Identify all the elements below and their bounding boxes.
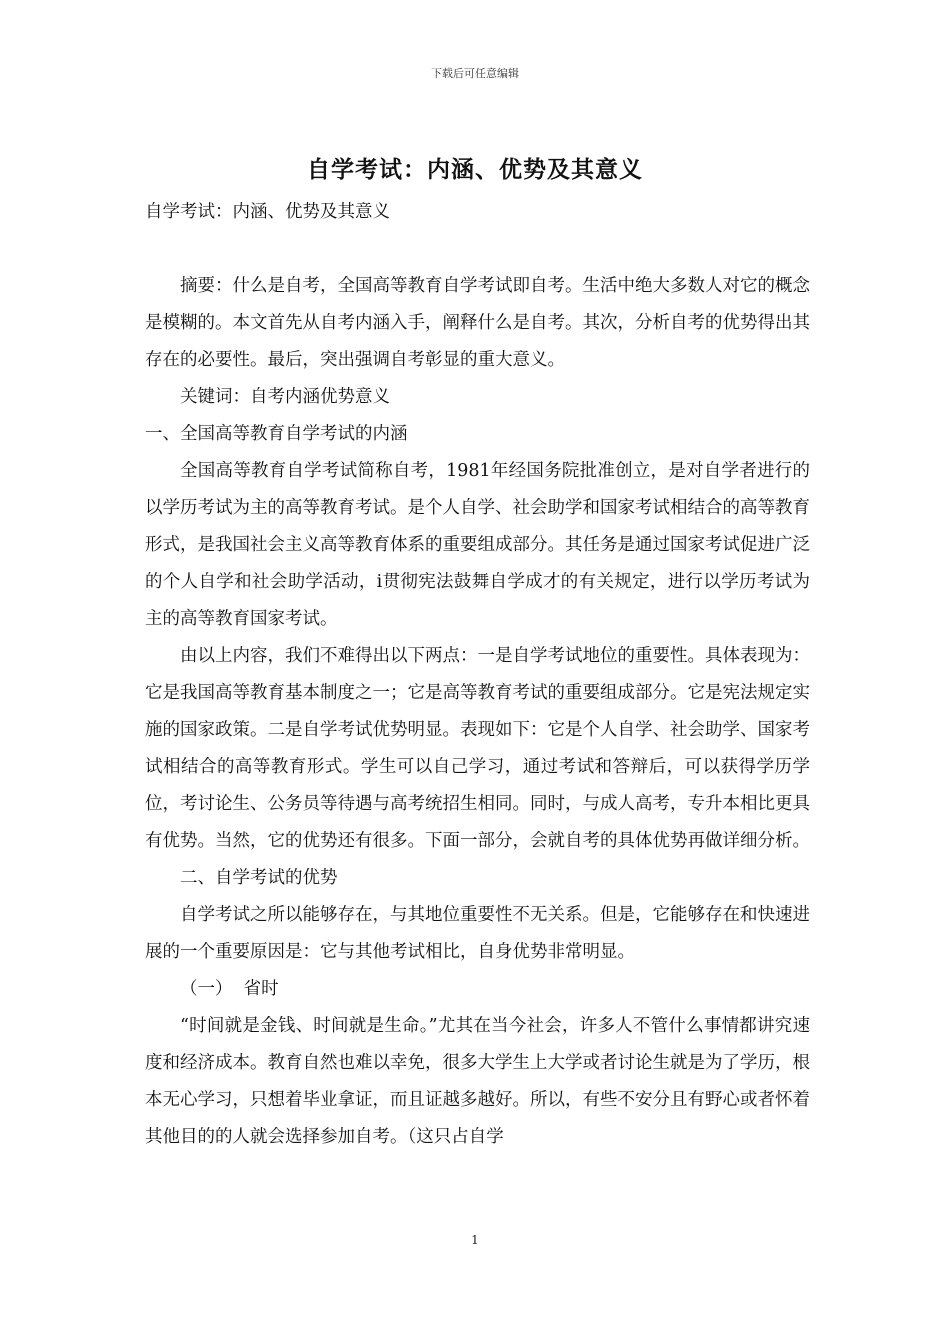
page-header: 下载后可任意编辑 [431,67,519,80]
document-title: 自学考试：内涵、优势及其意义 [307,156,643,183]
section-heading-1: 一、全国高等教育自学考试的内涵 [145,424,408,444]
keywords-line: 关键词：自考内涵优势意义 [180,387,390,407]
abstract-paragraph: 摘要：什么是自考，全国高等教育自学考试即自考。生活中绝大多数人对它的概念是模糊的。本文首先从自考内涵入手，阐释什么是自考。其次，分析自考的优势得出其存在的必要性。最后，突出强调自考彰显的重大意义。 [145,276,810,370]
document-body [145,194,810,1156]
page-number: 1 [471,1233,479,1247]
body-paragraph-1: 全国高等教育自学考试简称自考，1981年经国务院批准创立，是对自学者进行的以学历考试为主的高等教育考试。是个人自学、社会助学和国家考试相结合的高等教育形式，是我国社会主义高等教育体系的重要组成部分。其任务是通过国家考试促进广泛的个人自学和社会助学活动，i贯彻宪法鼓舞自学成才的有关规定，进行以学历考试为主的高等教育国家考试。 [145,461,810,629]
subsection-heading-1: （一） 省时 [180,979,279,999]
document-subtitle: 自学考试：内涵、优势及其意义 [145,202,390,222]
blank-line [145,231,810,268]
section-heading-2: 二、自学考试的优势 [180,868,338,888]
body-paragraph-2: 由以上内容，我们不难得出以下两点：一是自学考试地位的重要性。具体表现为：它是我国高等教育基本制度之一；它是高等教育考试的重要组成部分。它是宪法规定实施的国家政策。二是自学考试优势明显。表现如下：它是个人自学、社会助学、国家考试相结合的高等教育形式。学生可以自己学习，通过考试和答辩后，可以获得学历学位，考讨论生、公务员等待遇与高考统招生相同。同时，与成人高考，专升本相比更具有优势。当然，它的优势还有很多。下面一部分，会就自考的具体优势再做详细分析。 [145,646,810,851]
body-paragraph-3: 自学考试之所以能够存在，与其地位重要性不无关系。但是，它能够存在和快速进展的一个重要原因是：它与其他考试相比，自身优势非常明显。 [145,905,810,962]
body-paragraph-4: “时间就是金钱、时间就是生命。”尤其在当今社会，许多人不管什么事情都讲究速度和经济成本。教育自然也难以幸免，很多大学生上大学或者讨论生就是为了学历，根本无心学习，只想着毕业拿证，而且证越多越好。所以，有些不安分且有野心或者怀着其他目的的人就会选择参加自考。（这只占自学 [145,1016,810,1147]
